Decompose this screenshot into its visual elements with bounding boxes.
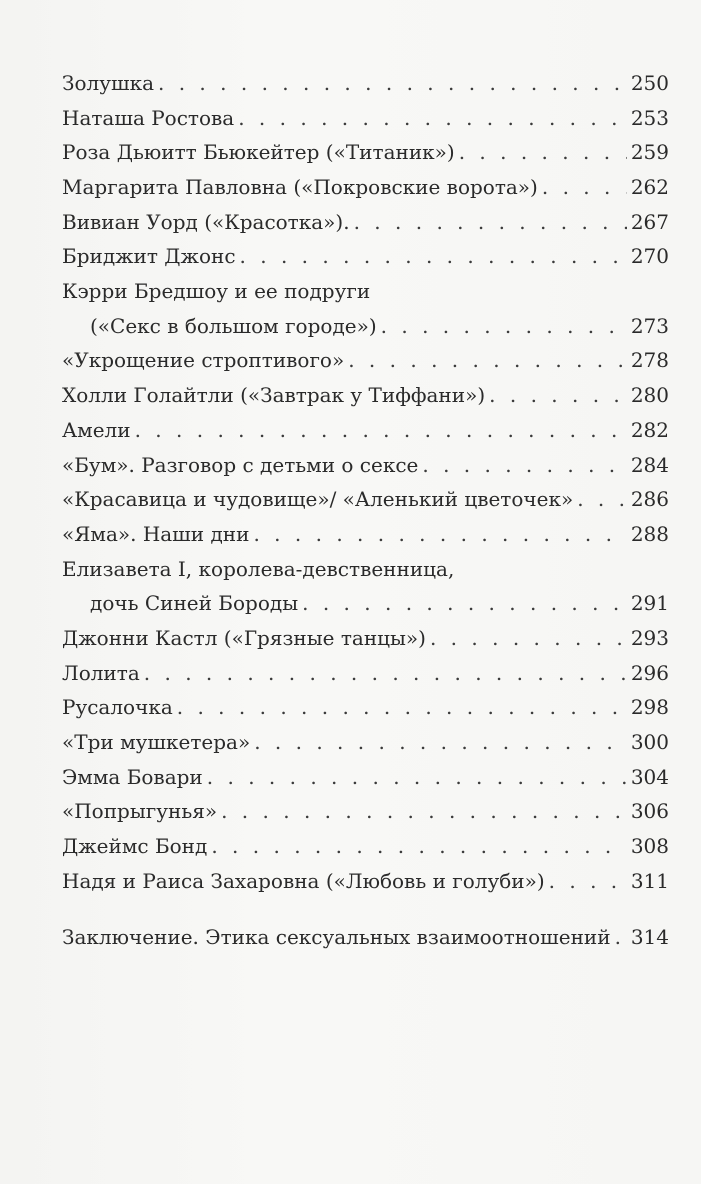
toc-entry-title: Бриджит Джонс xyxy=(62,244,236,269)
toc-entry-title: Джонни Кастл («Грязные танцы») xyxy=(62,625,426,650)
dot-leader xyxy=(354,205,627,240)
toc-entry-title: «Яма». Наши дни xyxy=(62,521,250,546)
dot-leader xyxy=(348,343,627,378)
dot-leader xyxy=(489,378,627,413)
toc-entry-page: 278 xyxy=(630,348,669,373)
toc-entry-page: 280 xyxy=(630,383,669,408)
dot-leader xyxy=(302,586,627,621)
toc-entry xyxy=(62,239,669,274)
toc-entry-title-line1: Кэрри Бредшоу и ее подруги xyxy=(62,279,371,304)
dot-leader xyxy=(577,482,627,517)
toc-entry-page: 314 xyxy=(630,925,669,950)
dot-leader xyxy=(542,170,627,205)
dot-leader xyxy=(135,413,627,448)
dot-leader xyxy=(254,725,627,760)
toc-entry-title: Амели xyxy=(62,417,131,442)
toc-entry-title: Маргарита Павловна («Покровские ворота») xyxy=(62,175,538,200)
toc-entry-page: 262 xyxy=(630,175,669,200)
toc-entry-conclusion xyxy=(62,921,669,956)
dot-leader xyxy=(549,864,627,899)
dot-leader xyxy=(253,517,626,552)
toc-entry xyxy=(62,656,669,691)
dot-leader xyxy=(381,309,627,344)
toc-entry-title: Надя и Раиса Захаровна («Любовь и голуби») xyxy=(62,868,545,893)
toc-entry-page: 253 xyxy=(630,105,669,130)
toc-entry-title: «Три мушкетера» xyxy=(62,730,251,755)
toc-entry-page: 311 xyxy=(630,868,669,893)
toc-entry xyxy=(62,621,669,656)
toc-entry xyxy=(62,517,669,552)
toc-entry xyxy=(62,829,669,864)
toc-entry-title: Холли Голайтли («Завтрак у Тиффани») xyxy=(62,383,486,408)
dot-leader xyxy=(177,690,627,725)
dot-leader xyxy=(207,760,627,795)
toc-entry xyxy=(62,170,669,205)
toc-entry-page: 282 xyxy=(630,417,669,442)
dot-leader xyxy=(211,829,626,864)
toc-entry-page: 288 xyxy=(630,521,669,546)
dot-leader xyxy=(144,656,627,691)
toc-entry-page: 296 xyxy=(630,660,669,685)
dot-leader xyxy=(615,920,627,955)
toc-entry-page: 259 xyxy=(630,140,669,165)
toc-entry xyxy=(62,413,669,448)
toc-entry-title: «Красавица и чудовище»/ «Аленький цветочек» xyxy=(62,487,574,512)
toc-entry-title: Эмма Бовари xyxy=(62,764,203,789)
dot-leader xyxy=(221,794,627,829)
toc-entry xyxy=(62,482,669,517)
toc-entry-page: 300 xyxy=(630,730,669,755)
toc-entry-page: 298 xyxy=(630,695,669,720)
dot-leader xyxy=(238,101,627,136)
toc-entry-title: «Попрыгунья» xyxy=(62,799,218,824)
toc-entry xyxy=(62,66,669,101)
toc-entry-page: 270 xyxy=(630,244,669,269)
toc-entry xyxy=(62,448,669,483)
toc-entry-title: Наташа Ростова xyxy=(62,105,235,130)
toc-entry-page: 267 xyxy=(630,209,669,234)
toc-entry xyxy=(62,794,669,829)
section-gap xyxy=(62,899,669,921)
toc-entry xyxy=(62,725,669,760)
toc-entry-page: 304 xyxy=(630,764,669,789)
toc-entry-title: Вивиан Уорд («Красотка»). xyxy=(62,209,350,234)
dot-leader xyxy=(240,239,627,274)
toc-entry-page: 306 xyxy=(630,799,669,824)
dot-leader xyxy=(459,135,627,170)
toc-entry-title: Роза Дьюитт Бьюкейтер («Титаник») xyxy=(62,140,455,165)
toc-entry-title: Джеймс Бонд xyxy=(62,834,208,859)
toc-entry xyxy=(62,864,669,899)
toc-entry-title: Заключение. Этика сексуальных взаимоотношений xyxy=(62,925,611,950)
toc-entry xyxy=(62,344,669,379)
toc-entry-page: 250 xyxy=(630,70,669,95)
dot-leader xyxy=(422,448,626,483)
toc-entry-title-line2: («Секс в большом городе») xyxy=(90,313,377,338)
toc-entry xyxy=(62,205,669,240)
toc-entry-title: Русалочка xyxy=(62,695,173,720)
toc-entry-page: 273 xyxy=(630,313,669,338)
toc-entry-page: 284 xyxy=(630,452,669,477)
toc-entry xyxy=(62,586,669,621)
toc-entry-title-line2: дочь Синей Бороды xyxy=(90,591,299,616)
toc-entry xyxy=(62,135,669,170)
dot-leader xyxy=(430,621,627,656)
toc-entry-title: Золушка xyxy=(62,70,154,95)
toc-entry xyxy=(62,760,669,795)
toc-entry xyxy=(62,378,669,413)
toc-entry-page: 293 xyxy=(630,625,669,650)
toc-entry-page: 308 xyxy=(630,834,669,859)
table-of-contents xyxy=(62,66,669,955)
dot-leader xyxy=(158,66,627,101)
toc-entry-page: 286 xyxy=(630,487,669,512)
toc-entry-title: «Укрощение строптивого» xyxy=(62,348,345,373)
toc-entry xyxy=(62,101,669,136)
toc-entry-title-line1: Елизавета I, королева-девственница, xyxy=(62,556,455,581)
toc-entry xyxy=(62,690,669,725)
toc-entry-title: «Бум». Разговор с детьми о сексе xyxy=(62,452,419,477)
toc-entry-title: Лолита xyxy=(62,660,140,685)
toc-entry xyxy=(62,309,669,344)
toc-entry-page: 291 xyxy=(630,591,669,616)
